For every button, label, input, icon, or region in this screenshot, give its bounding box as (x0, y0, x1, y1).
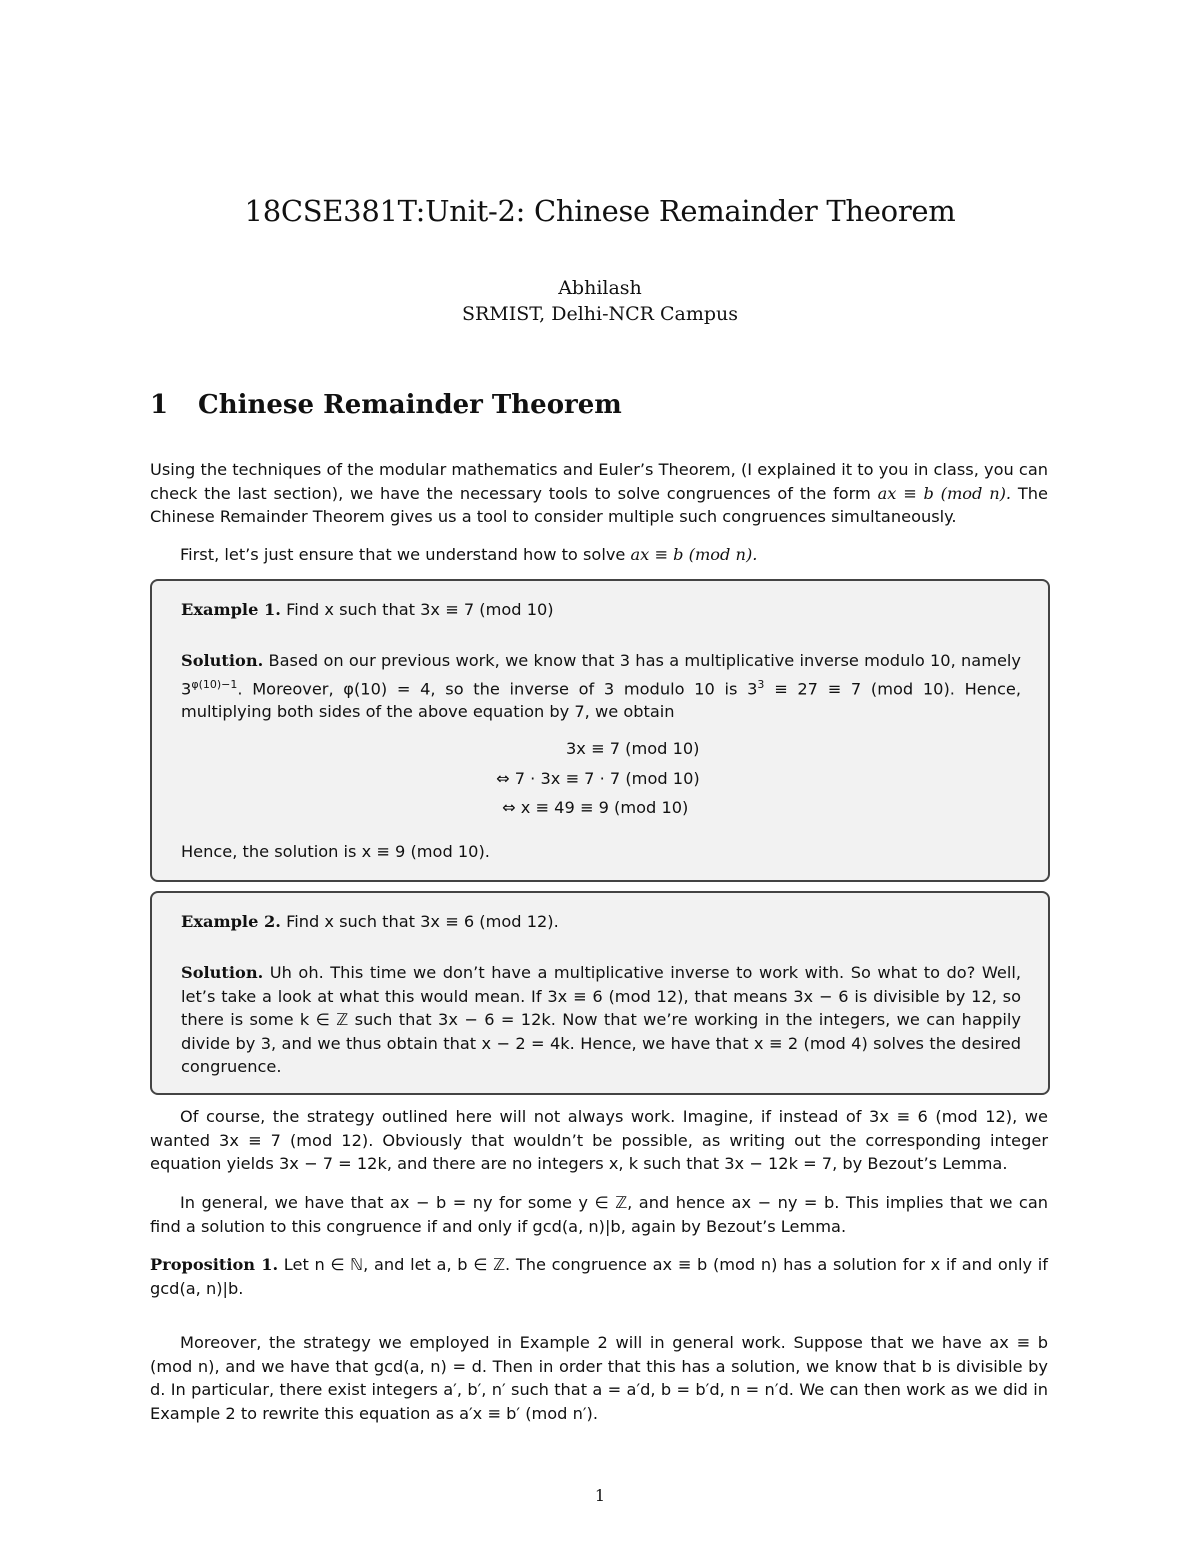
first-paragraph (150, 543, 1048, 567)
example-2-prompt (181, 910, 1021, 934)
equation-line-2: ⇔ 7 · 3x ≡ 7 · 7 (mod 10) (496, 769, 700, 788)
example-1-prompt-text: Find x such that 3x ≡ 7 (mod 10) (280, 600, 554, 619)
example-2-solution (181, 961, 1021, 1079)
example-1-prompt (181, 598, 1021, 622)
section-heading (150, 390, 622, 420)
page-number: 1 (594, 1486, 606, 1505)
equation-line-1: 3x ≡ 7 (mod 10) (566, 739, 700, 758)
intro-text-part-2: The Chinese Remainder Theorem gives us a tool to consider multiple such congruences simultaneously. (150, 483, 1048, 526)
author-name: Abhilash (558, 277, 642, 299)
author-affiliation: SRMIST, Delhi-NCR Campus (461, 303, 739, 325)
example-1-solution-text-1: Based on our previous work, we know that 3 has a multiplicative inverse modulo 10, namely 3 (181, 651, 1021, 698)
example-2-solution-label: Solution. (181, 963, 264, 982)
example-2-box (150, 891, 1050, 1095)
equation-line-3: ⇔ x ≡ 49 ≡ 9 (mod 10) (502, 798, 689, 817)
intro-text-part-1: Using the techniques of the modular mathematics and Euler’s Theorem, (I explained it to you in class, you can check the last section), we have the necessary tools to solve congruences of the form (150, 460, 1048, 503)
example-2-label: Example 2. (181, 912, 281, 931)
paragraph-moreover: Moreover, the strategy we employed in Example 2 will in general work. Suppose that we have ax ≡ b (mod n), and we have that gcd(a, n) = d. Then in order that this has a solution, we know that b is divisible by d. In particular, there exist integers a′, b′, n′ such that a = a′d, b = b′d, n = n′d. We can then work as we did in Example 2 to rewrite this equation as a′x ≡ b′ (mod n′). (150, 1333, 1048, 1423)
example-1-exponent-2: 3 (757, 677, 765, 691)
example-2-prompt-text: Find x such that 3x ≡ 6 (mod 12). (280, 912, 559, 931)
example-1-solution-text-3: ≡ 27 ≡ 7 (mod 10). Hence, multiplying both sides of the above equation by 7, we obtain (181, 678, 1021, 722)
example-2-solution-text: Uh oh. This time we don’t have a multiplicative inverse to work with. So what to do? Well, let’s take a look at what this would mean. If 3x ≡ 6 (mod 12), that means 3x − 6 is divisible by 12, so there is some k ∈ ℤ such that 3x − 6 = 12k. Now that we’re working in the integers, we can happily divide by 3, and we thus obtain that x − 2 = 4k. Hence, we have that x ≡ 2 (mod 4) solves the desired congruence. (181, 963, 1021, 1076)
example-1-solution-text-2: . Moreover, φ(10) = 4, so the inverse of 3 modulo 10 is 3 (237, 678, 758, 698)
paragraph-in-general: In general, we have that ax − b = ny for some y ∈ ℤ, and hence ax − ny = b. This implies that we can find a solution to this congruence if and only if gcd(a, n)|b, again by Bezout’s Lemma. (150, 1193, 1048, 1236)
first-math: ax ≡ b (mod n). (630, 545, 758, 564)
example-1-conclusion: Hence, the solution is x ≡ 9 (mod 10). (181, 842, 490, 861)
proposition-label: Proposition 1. (150, 1255, 279, 1274)
example-1-exponent: φ(10)−1 (191, 677, 238, 691)
paragraph-of-course: Of course, the strategy outlined here will not always work. Imagine, if instead of 3x ≡ 6 (mod 12), we wanted 3x ≡ 7 (mod 12). Obviously that wouldn’t be possible, as writing out the corresponding integer equation yields 3x − 7 = 12k, and there are no integers x, k such that 3x − 12k = 7, by Bezout’s Lemma. (150, 1107, 1048, 1173)
proposition-text: Let n ∈ ℕ, and let a, b ∈ ℤ. The congruence ax ≡ b (mod n) has a solution for x if and only if gcd(a, n)|b. (150, 1255, 1048, 1298)
intro-math: ax ≡ b (mod n). (877, 483, 1012, 503)
section-title: Chinese Remainder Theorem (198, 390, 622, 420)
first-text: First, let’s just ensure that we understand how to solve (180, 545, 631, 564)
section-number: 1 (150, 390, 169, 420)
proposition-1 (150, 1253, 1048, 1300)
example-1-solution (181, 649, 1021, 724)
example-1-label: Example 1. (181, 600, 281, 619)
example-1-solution-label: Solution. (181, 651, 264, 670)
intro-paragraph (150, 458, 1048, 529)
example-1-box (150, 579, 1050, 882)
document-title: 18CSE381T:Unit-2: Chinese Remainder Theorem (244, 194, 956, 228)
